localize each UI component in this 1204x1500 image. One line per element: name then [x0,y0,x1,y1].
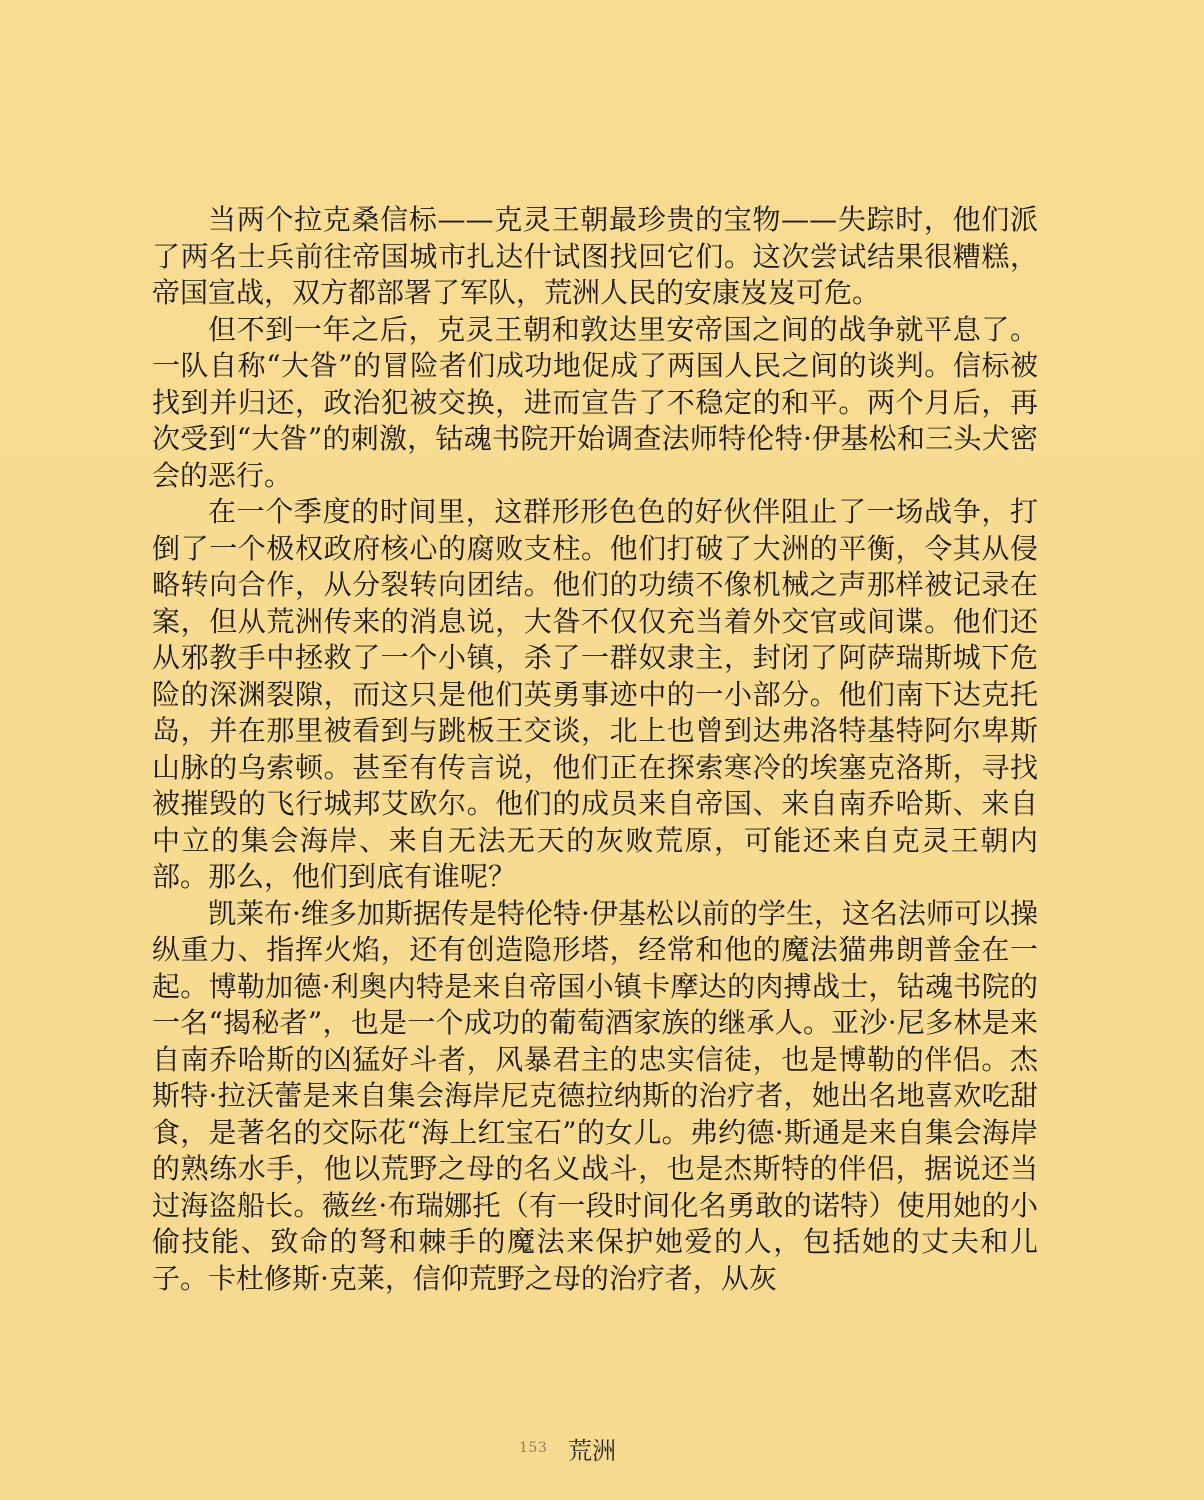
chapter-title: 荒洲 [568,1437,616,1465]
paragraph: 当两个拉克桑信标——克灵王朝最珍贵的宝物——失踪时，他们派了两名士兵前往帝国城市扎达什试图找回它们。这次尝试结果很糟糕，帝国宣战，双方都部署了军队，荒洲人民的安康岌岌可危。 [152,203,1038,309]
page-footer [0,1430,1204,1470]
page-number: 153 [519,1440,548,1456]
paragraph: 凯莱布·维多加斯据传是特伦特·伊基松以前的学生，这名法师可以操纵重力、指挥火焰，还有创造隐形塔，经常和他的魔法猫弗朗普金在一起。博勒加德·利奥内特是来自帝国小镇卡摩达的肉搏战士，钴魂书院的一名“揭秘者”，也是一个成功的葡萄酒家族的继承人。亚沙·尼多林是来自南乔哈斯的凶猛好斗者，风暴君主的忠实信徒，也是博勒的伴侣。杰斯特·拉沃蕾是来自集会海岸尼克德拉纳斯的治疗者，她出名地喜欢吃甜食，是著名的交际花“海上红宝石”的女儿。弗约德·斯通是来自集会海岸的熟练水手，他以荒野之母的名义战斗，也是杰斯特的伴侣，据说还当过海盗船长。薇丝·布瑞娜托（有一段时间化名勇敢的诺特）使用她的小偷技能、致命的弩和棘手的魔法来保护她爱的人，包括她的丈夫和儿子。卡杜修斯·克莱，信仰荒野之母的治疗者，从灰 [152,896,1038,1295]
body-text [152,202,1038,1297]
paragraph: 但不到一年之后，克灵王朝和敦达里安帝国之间的战争就平息了。一队自称“大昝”的冒险者们成功地促成了两国人民之间的谈判。信标被找到并归还，政治犯被交换，进而宣告了不稳定的和平。两个月后，再次受到“大昝”的刺激，钴魂书院开始调查法师特伦特·伊基松和三头犬密会的恶行。 [152,312,1038,492]
paragraph: 在一个季度的时间里，这群形形色色的好伙伴阻止了一场战争，打倒了一个极权政府核心的腐败支柱。他们打破了大洲的平衡，令其从侵略转向合作，从分裂转向团结。他们的功绩不像机械之声那样被记录在案，但从荒洲传来的消息说，大昝不仅仅充当着外交官或间谍。他们还从邪教手中拯救了一个小镇，杀了一群奴隶主，封闭了阿萨瑞斯城下危险的深渊裂隙，而这只是他们英勇事迹中的一小部分。他们南下达克托岛，并在那里被看到与跳板王交谈，北上也曾到达弗洛特基特阿尔卑斯山脉的乌索顿。甚至有传言说，他们正在探索寒冷的埃塞克洛斯，寻找被摧毁的飞行城邦艾欧尔。他们的成员来自帝国、来自南乔哈斯、来自中立的集会海岸、来自无法无天的灰败荒原，可能还来自克灵王朝内部。那么，他们到底有谁呢？ [152,495,1038,893]
